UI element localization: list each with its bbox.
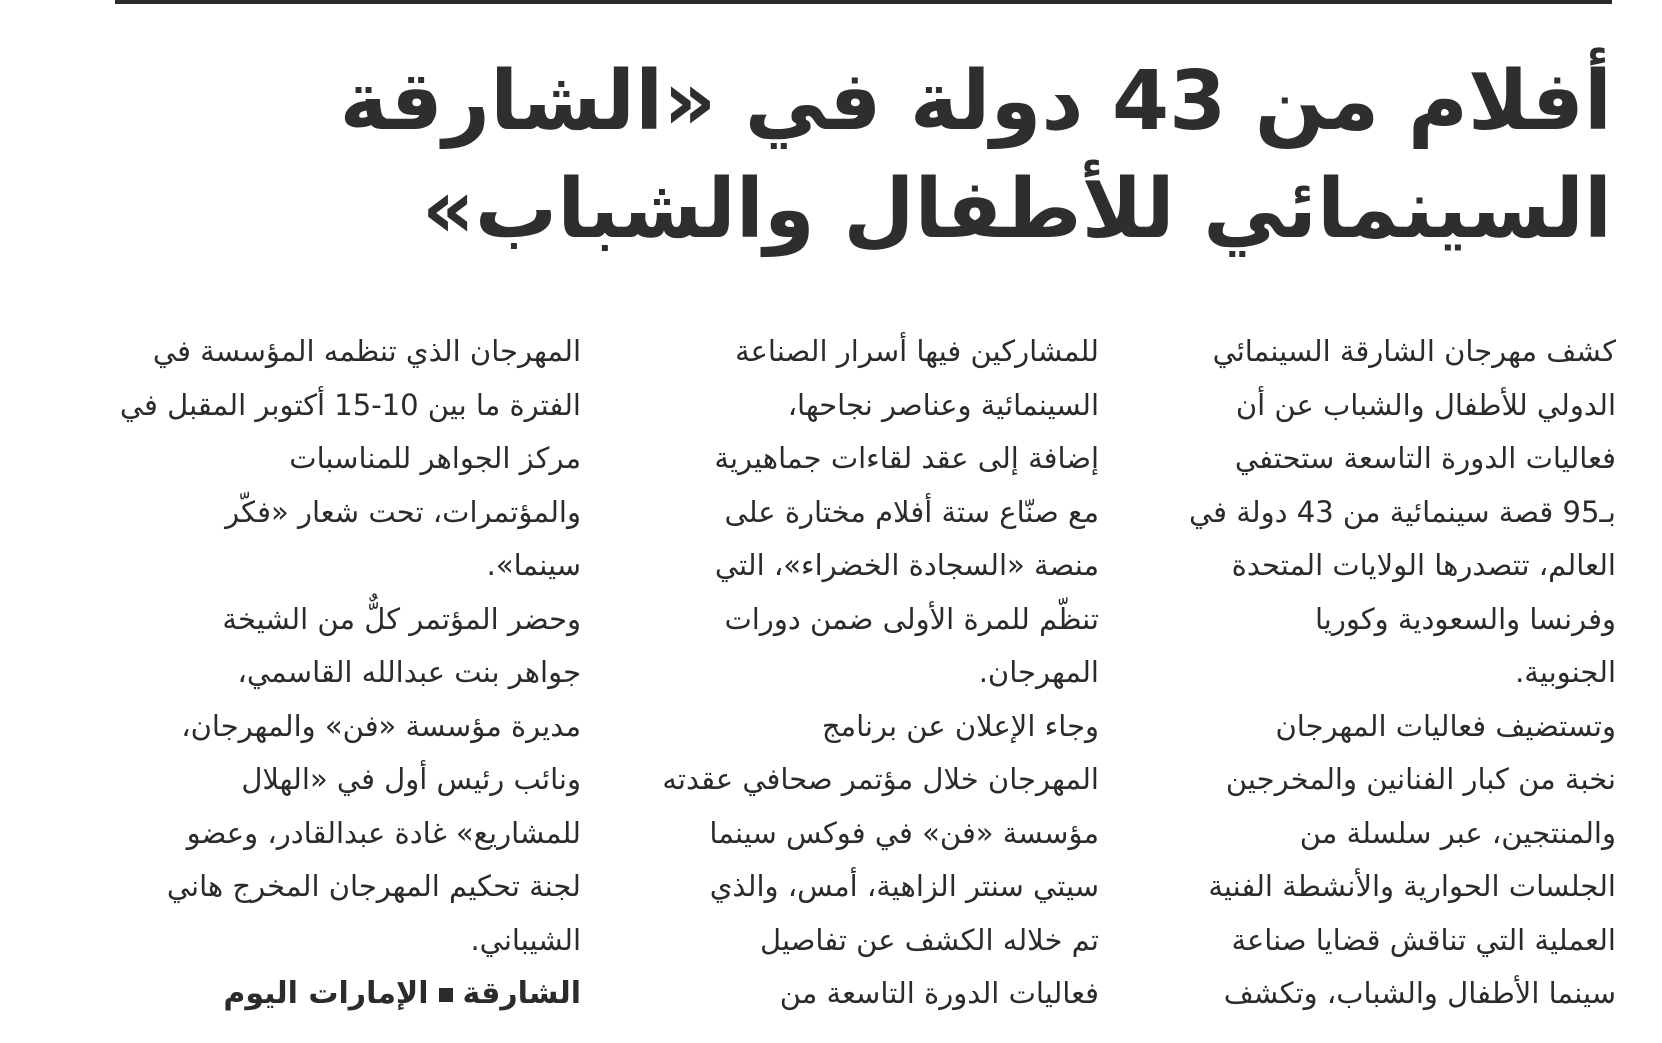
body-line: المهرجان. xyxy=(978,655,1099,689)
body-line: وحضر المؤتمر كلٌّ من الشيخة xyxy=(222,601,581,636)
body-line: الفترة ما بين 10-15 أكتوبر المقبل في xyxy=(119,387,581,422)
body-line: وفرنسا والسعودية وكوريا xyxy=(1314,601,1616,636)
body-line: المهرجان خلال مؤتمر صحافي عقدته xyxy=(662,762,1099,796)
body-line: نخبة من كبار الفنانين والمخرجين xyxy=(1225,762,1616,796)
credit-place: الشارقة xyxy=(462,976,581,1011)
body-line: سينما». xyxy=(486,548,581,582)
body-line: بـ95 قصة سينمائية من 43 دولة في xyxy=(1189,494,1616,529)
body-line: الجنوبية. xyxy=(1515,655,1616,689)
body-line: للمشاركين فيها أسرار الصناعة xyxy=(735,334,1099,368)
body-line: والمؤتمرات، تحت شعار «فكّر xyxy=(225,494,581,529)
body-line: الجلسات الحوارية والأنشطة الفنية xyxy=(1208,869,1616,903)
article-credit xyxy=(113,967,581,1021)
body-line: تم خلاله الكشف عن تفاصيل xyxy=(760,922,1099,957)
body-line: إضافة إلى عقد لقاءات جماهيرية xyxy=(714,441,1099,475)
article-headline xyxy=(212,48,1612,264)
body-line: الشيباني. xyxy=(470,922,581,957)
body-line: تنظّم للمرة الأولى ضمن دورات xyxy=(724,601,1099,636)
credit-source: الإمارات اليوم xyxy=(223,976,429,1011)
body-line: السينمائية وعناصر نجاحها، xyxy=(787,387,1099,422)
body-line: وجاء الإعلان عن برنامج xyxy=(821,708,1099,743)
body-line: لجنة تحكيم المهرجان المخرج هاني xyxy=(166,869,581,903)
body-line: مديرة مؤسسة «فن» والمهرجان، xyxy=(181,708,581,743)
square-bullet-icon xyxy=(439,988,453,1002)
body-line: الدولي للأطفال والشباب عن أن xyxy=(1235,387,1616,422)
body-line: والمنتجين، عبر سلسلة من xyxy=(1299,815,1616,850)
headline-line-1: أفلام من 43 دولة في «الشارقة xyxy=(339,54,1612,149)
body-line: للمشاريع» غادة عبدالقادر، وعضو xyxy=(186,815,581,850)
body-line: مركز الجواهر للمناسبات xyxy=(289,441,581,475)
body-line: منصة «السجادة الخضراء»، التي xyxy=(714,548,1099,582)
body-line: سيتي سنتر الزاهية، أمس، والذي xyxy=(709,869,1099,903)
body-line: فعاليات الدورة التاسعة ستحتفي xyxy=(1234,441,1616,475)
article-column-1 xyxy=(1148,325,1616,1021)
article-column-3 xyxy=(113,325,581,1021)
body-line: جواهر بنت عبدالله القاسمي، xyxy=(237,655,581,689)
body-line: فعاليات الدورة التاسعة من xyxy=(779,976,1099,1010)
top-rule xyxy=(115,0,1612,4)
body-line: المهرجان الذي تنظمه المؤسسة في xyxy=(152,334,581,368)
body-line: العملية التي تناقش قضايا صناعة xyxy=(1231,922,1616,957)
body-line: وتستضيف فعاليات المهرجان xyxy=(1275,708,1616,743)
body-line: كشف مهرجان الشارقة السينمائي xyxy=(1212,334,1616,368)
body-line: مؤسسة «فن» في فوكس سينما xyxy=(709,815,1099,850)
body-line: ونائب رئيس أول في «الهلال xyxy=(241,762,581,796)
body-line: سينما الأطفال والشباب، وتكشف xyxy=(1223,976,1616,1010)
headline-line-2: السينمائي للأطفال والشباب» xyxy=(421,162,1612,257)
body-line: العالم، تتصدرها الولايات المتحدة xyxy=(1231,548,1616,582)
article-column-2 xyxy=(631,325,1099,1021)
body-line: مع صنّاع ستة أفلام مختارة على xyxy=(724,494,1099,529)
